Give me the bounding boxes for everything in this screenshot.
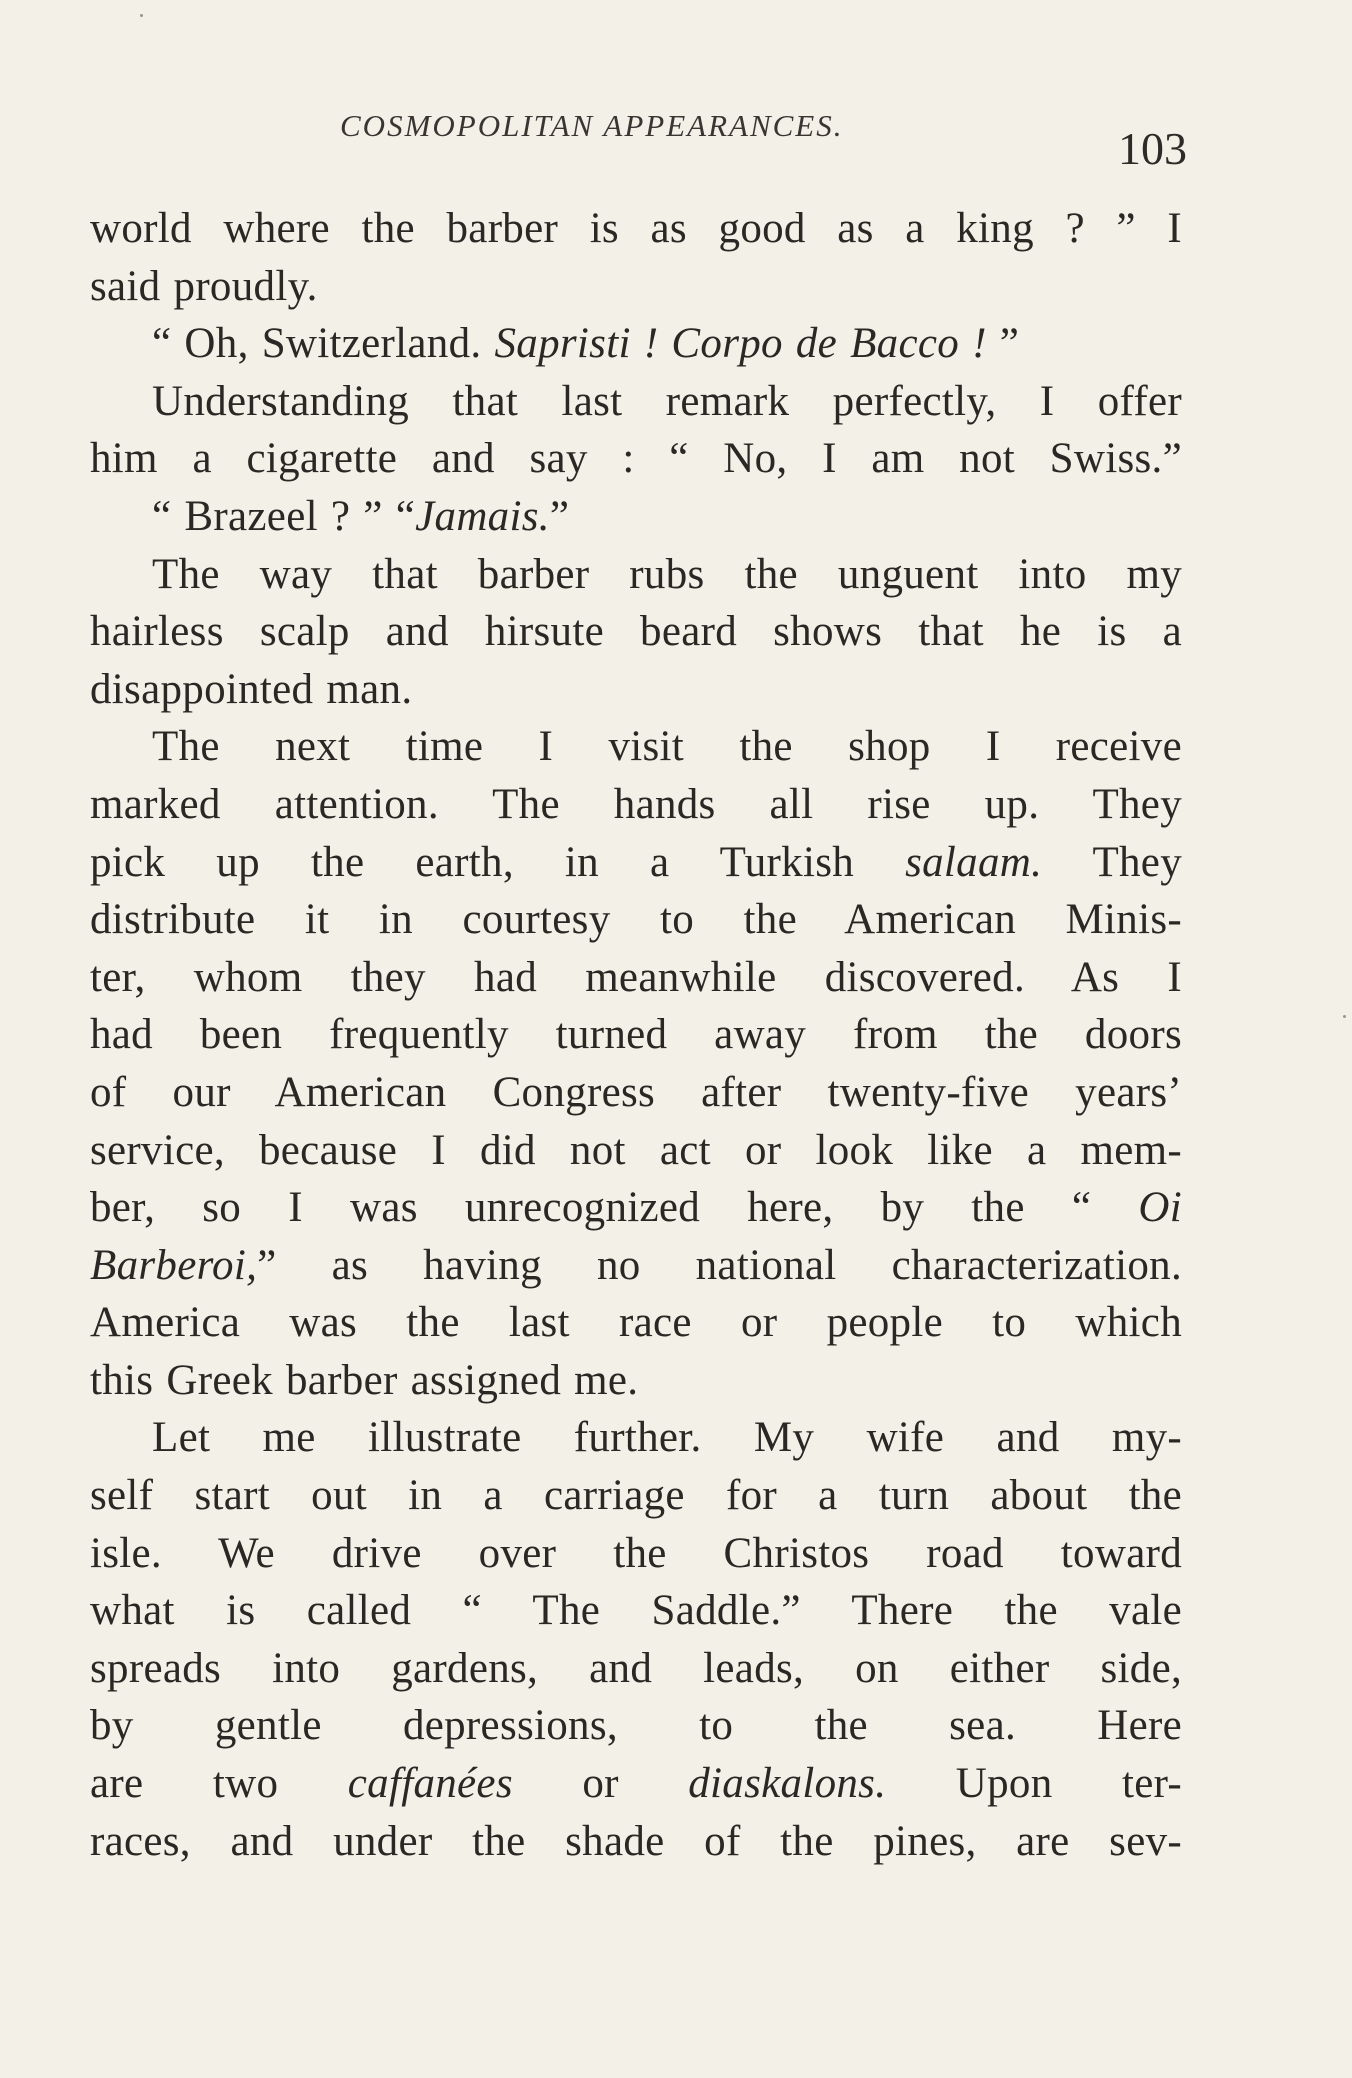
text-line [90,315,1182,373]
body-text [90,200,1182,1870]
text-line [90,661,1182,719]
text-line [90,603,1182,661]
text-segment: ” [986,320,1020,368]
text-line [90,546,1182,604]
text-line [90,1697,1182,1755]
italic-text-segment: salaam. [905,838,1043,886]
text-segment: marked attention. The hands all rise up. They [90,780,1182,828]
text-line [90,1409,1182,1467]
text-line [90,1582,1182,1640]
text-line [90,1640,1182,1698]
text-line [90,1813,1182,1871]
text-line [90,1064,1182,1122]
text-segment: said proudly. [90,262,318,310]
text-segment: or [512,1760,689,1808]
text-segment: service, because I did not act or look like a mem- [90,1126,1182,1174]
text-line [90,1006,1182,1064]
text-segment: races, and under the shade of the pines, are sev- [90,1817,1182,1865]
text-segment: by gentle depressions, to the sea. Here [90,1702,1182,1750]
italic-text-segment: caffanées [347,1760,513,1808]
text-segment: what is called “ The Saddle.” There the vale [90,1587,1182,1635]
text-line [90,891,1182,949]
text-segment: America was the last race or people to which [90,1299,1182,1347]
text-segment: The next time I visit the shop I receive [152,723,1182,771]
print-speck [1343,1015,1346,1018]
text-line [90,373,1182,431]
text-line [90,258,1182,316]
text-line [90,834,1182,892]
text-line [90,1467,1182,1525]
text-line [90,488,1182,546]
text-segment: disappointed man. [90,665,413,713]
running-header: COSMOPOLITAN APPEARANCES. [340,108,844,143]
italic-text-segment: Jamais. [415,492,550,540]
text-segment: ter, whom they had meanwhile discovered. As I [90,953,1182,1001]
text-segment: Upon ter- [886,1760,1182,1808]
text-line [90,1179,1182,1237]
text-segment: had been frequently turned away from the doors [90,1011,1182,1059]
text-line [90,1755,1182,1813]
text-segment: this Greek barber assigned me. [90,1356,639,1404]
italic-text-segment: Barberoi, [90,1241,258,1289]
text-segment: are two [90,1760,348,1808]
text-segment: Let me illustrate further. My wife and my- [152,1414,1182,1462]
text-segment: him a cigarette and say : “ No, I am not Swiss.” [90,435,1182,483]
text-segment: spreads into gardens, and leads, on either side, [90,1644,1182,1692]
text-segment: They [1042,838,1182,886]
text-segment: distribute it in courtesy to the American Minis- [90,896,1182,944]
text-line [90,1352,1182,1410]
text-line [90,1294,1182,1352]
print-speck [140,14,143,17]
text-segment: ” [549,492,570,540]
text-line [90,430,1182,488]
italic-text-segment: Sapristi ! Corpo de Bacco ! [494,320,987,368]
text-line [90,1237,1182,1295]
italic-text-segment: diaskalons. [688,1760,887,1808]
text-line [90,776,1182,834]
text-segment: world where the barber is as good as a king ? ” I [90,205,1182,252]
text-line [90,1525,1182,1583]
text-segment: pick up the earth, in a Turkish [90,838,906,886]
text-line [90,200,1182,258]
text-segment: The way that barber rubs the unguent into my [152,550,1182,598]
text-segment: hairless scalp and hirsute beard shows that he is a [90,608,1182,656]
text-segment: “ Oh, Switzerland. [152,320,495,368]
text-line [90,949,1182,1007]
text-line [90,1122,1182,1180]
text-segment: ber, so I was unrecognized here, by the “ [90,1184,1139,1232]
text-segment: of our American Congress after twenty-five years’ [90,1068,1182,1116]
text-segment: ” as having no national characterization. [257,1241,1182,1289]
text-segment: self start out in a carriage for a turn about the [90,1472,1182,1520]
text-segment: “ Brazeel ? ” “ [152,492,416,540]
page-number: 103 [1118,123,1187,174]
text-segment: Understanding that last remark perfectly, I offer [152,377,1182,425]
text-line [90,718,1182,776]
italic-text-segment: Oi [1138,1184,1182,1232]
text-segment: isle. We drive over the Christos road toward [90,1529,1182,1577]
